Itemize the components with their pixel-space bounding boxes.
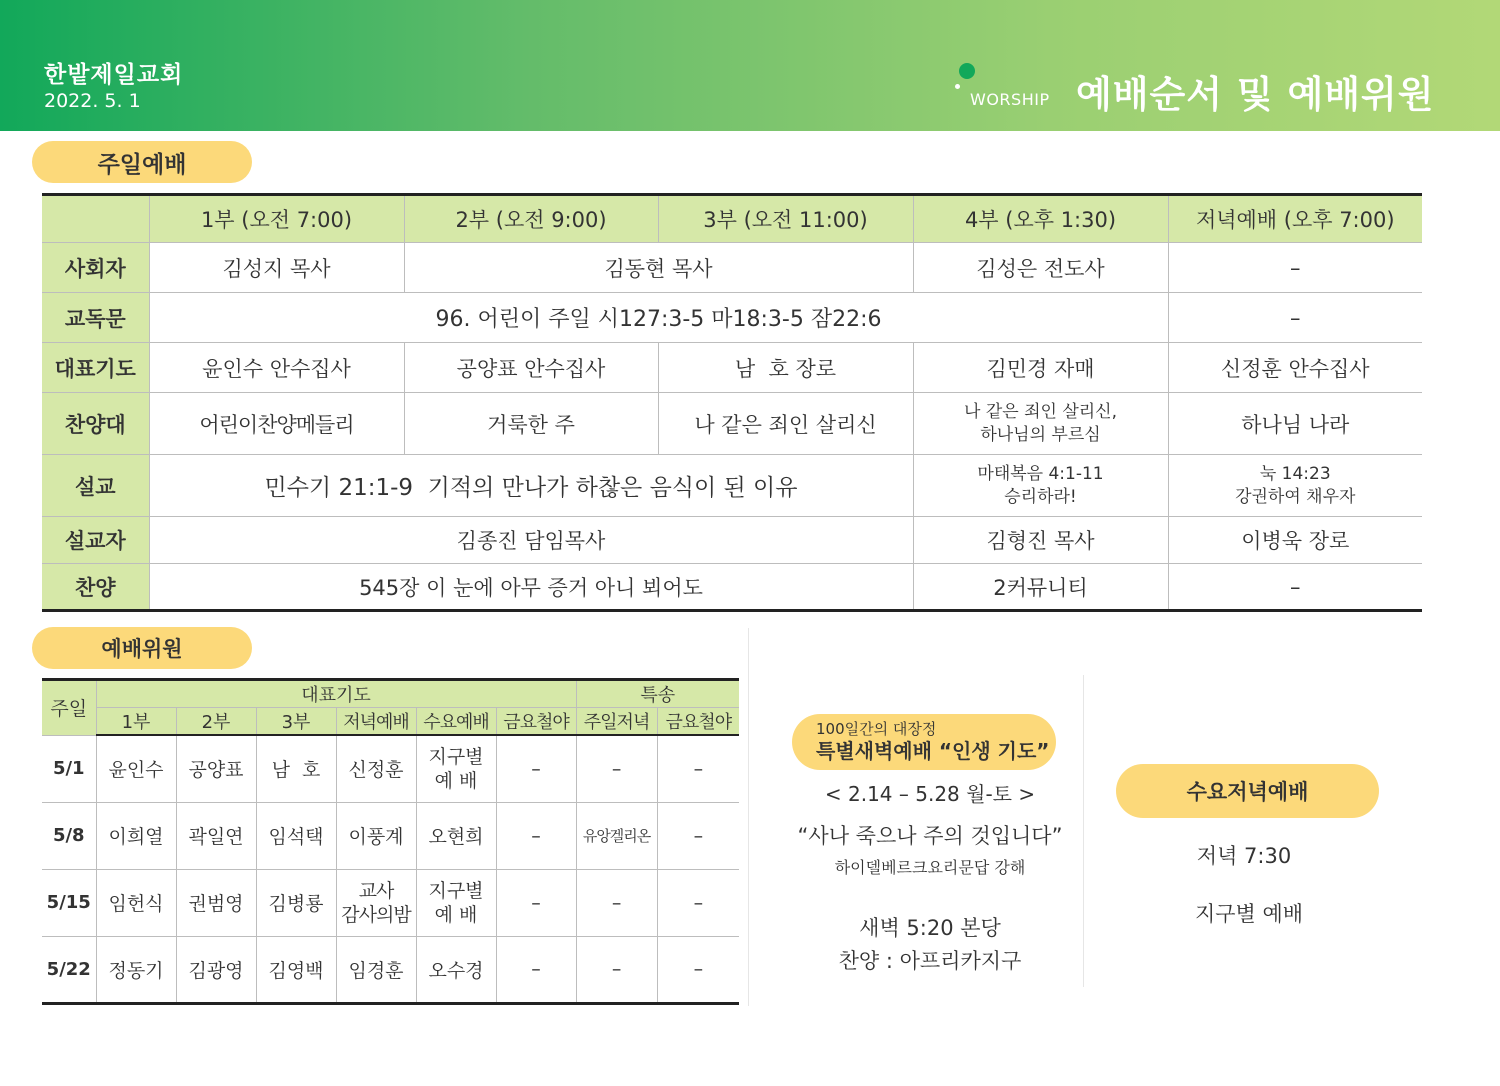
table-cell: – [496,936,576,1003]
corner-cell [42,195,149,243]
column-header: 1부 (오전 7:00) [149,195,404,243]
cell-line: 나 같은 죄인 살리신, [964,401,1117,422]
sunday-worship-pill: 주일예배 [32,141,252,183]
table-cell: 김종진 담임목사 [149,517,913,564]
table-row [42,293,1422,343]
table-cell: 이병욱 장로 [1168,517,1422,564]
table-cell: 임경훈 [336,936,416,1003]
table-cell: 정동기 [96,936,176,1003]
bulletin-date: 2022. 5. 1 [44,90,141,112]
table-row [42,393,1422,455]
cell-line: 하나님의 부르심 [980,424,1101,445]
table-header-row [42,195,1422,243]
date-cell: 5/22 [42,936,96,1003]
column-header: 저녁예배 [336,708,416,736]
cell-line: 교사 [358,879,394,902]
table-cell [336,869,416,936]
cell-line: 예 배 [434,769,478,792]
column-header: 2부 [176,708,256,736]
wednesday-time: 저녁 7:30 [1196,844,1292,868]
table-cell: 이풍계 [336,802,416,869]
table-cell: 2커뮤니티 [913,564,1168,611]
column-header: 수요예배 [416,708,496,736]
row-header: 설교자 [42,517,149,564]
table-cell: 공양표 안수집사 [404,343,658,393]
dawn-pill-small: 100일간의 대장정 [816,720,937,738]
table-cell: 545장 이 눈에 아무 증거 아니 뵈어도 [149,564,913,611]
table-cell: 민수기 21:1-9 기적의 만나가 하찮은 음식이 된 이유 [149,455,913,517]
table-row [42,564,1422,611]
table-cell [913,393,1168,455]
committee-table [42,678,739,1005]
divider [748,628,749,1006]
table-cell: – [576,735,657,802]
table-row [42,517,1422,564]
table-cell: 김성지 목사 [149,243,404,293]
cell-line: 감사의밤 [341,903,411,926]
table-cell: 오수경 [416,936,496,1003]
table-row [42,936,739,1003]
column-header: 1부 [96,708,176,736]
page-title: 예배순서 및 예배위원 [1076,73,1435,116]
row-header: 찬양대 [42,393,149,455]
table-cell: – [657,869,739,936]
table-cell: 김민경 자매 [913,343,1168,393]
table-cell: 윤인수 안수집사 [149,343,404,393]
table-cell: 윤인수 [96,735,176,802]
row-header: 찬양 [42,564,149,611]
cell-line: 눅 14:23 [1259,463,1331,484]
wednesday-worship-pill: 수요저녁예배 [1116,764,1379,818]
row-header: 설교 [42,455,149,517]
table-cell: 신정훈 안수집사 [1168,343,1422,393]
column-header: 대표기도 [96,680,576,708]
table-row [42,869,739,936]
column-header: 3부 [256,708,336,736]
wednesday-desc: 지구별 예배 [1194,902,1304,926]
table-cell: – [496,869,576,936]
table-cell: 임석택 [256,802,336,869]
dawn-subtitle: 하이델베르크요리문답 강해 [834,858,1026,877]
table-cell: 거룩한 주 [404,393,658,455]
row-header: 대표기도 [42,343,149,393]
column-header: 저녁예배 (오후 7:00) [1168,195,1422,243]
dawn-praise: 찬양 : 아프리카지구 [838,949,1022,973]
table-cell: 김광영 [176,936,256,1003]
table-row [42,735,739,802]
table-cell: 오현희 [416,802,496,869]
column-header: 3부 (오전 11:00) [658,195,913,243]
table-cell [416,735,496,802]
column-header: 4부 (오후 1:30) [913,195,1168,243]
table-cell: – [576,936,657,1003]
row-header: 사회자 [42,243,149,293]
table-cell: – [657,936,739,1003]
table-cell: – [1168,564,1422,611]
table-cell: 김형진 목사 [913,517,1168,564]
table-cell: 나 같은 죄인 살리신 [658,393,913,455]
table-cell [416,869,496,936]
row-header: 교독문 [42,293,149,343]
page-header [0,0,1500,131]
column-header: 2부 (오전 9:00) [404,195,658,243]
cell-line: 지구별 [428,745,484,768]
table-cell: – [657,802,739,869]
table-cell: 김성은 전도사 [913,243,1168,293]
cell-line: 강권하여 채우자 [1235,486,1356,507]
dawn-theme: “사나 죽으나 주의 것입니다” [797,824,1063,848]
table-row [42,343,1422,393]
table-cell: 하나님 나라 [1168,393,1422,455]
table-cell: 김병룡 [256,869,336,936]
column-header: 주일저녁 [576,708,657,736]
table-cell: – [1168,243,1422,293]
cell-line: 마태복음 4:1-11 [977,463,1104,484]
committee-pill: 예배위원 [32,627,252,669]
table-cell: – [496,735,576,802]
table-cell [1168,455,1422,517]
table-cell: 유앙겔리온 [576,802,657,869]
sunday-worship-table [42,193,1422,612]
table-cell: – [657,735,739,802]
date-cell: 5/15 [42,869,96,936]
table-cell: 김영백 [256,936,336,1003]
table-cell: 임헌식 [96,869,176,936]
dawn-time: 새벽 5:20 본당 [859,916,1001,940]
table-cell: 권범영 [176,869,256,936]
table-cell: 공양표 [176,735,256,802]
table-cell: – [1168,293,1422,343]
worship-tag: WORSHIP [970,90,1050,109]
dawn-period: < 2.14 – 5.28 월-토 > [824,782,1036,806]
table-cell: 96. 어린이 주일 시127:3-5 마18:3-5 잠22:6 [149,293,1168,343]
dot-icon [959,63,975,79]
table-cell: 곽일연 [176,802,256,869]
table-row [42,455,1422,517]
table-cell: 신정훈 [336,735,416,802]
dot-small-icon [955,84,960,89]
table-cell: – [496,802,576,869]
cell-line: 지구별 [428,879,484,902]
cell-line: 승리하라! [1004,486,1077,507]
dawn-prayer-pill [792,714,1056,770]
table-cell [913,455,1168,517]
column-header: 주일 [42,680,96,736]
table-cell: 남 호 장로 [658,343,913,393]
column-header: 특송 [576,680,739,708]
column-header: 금요철야 [657,708,739,736]
table-cell: 남 호 [256,735,336,802]
column-header: 금요철야 [496,708,576,736]
table-row [42,243,1422,293]
date-cell: 5/8 [42,802,96,869]
church-name: 한밭제일교회 [44,62,184,88]
cell-line: 예 배 [434,903,478,926]
date-cell: 5/1 [42,735,96,802]
table-cell: 이희열 [96,802,176,869]
table-row [42,802,739,869]
table-cell: 어린이찬양메들리 [149,393,404,455]
dawn-pill-title: 특별새벽예배 “인생 기도” [816,739,1050,763]
table-cell: 김동현 목사 [404,243,913,293]
table-cell: – [576,869,657,936]
